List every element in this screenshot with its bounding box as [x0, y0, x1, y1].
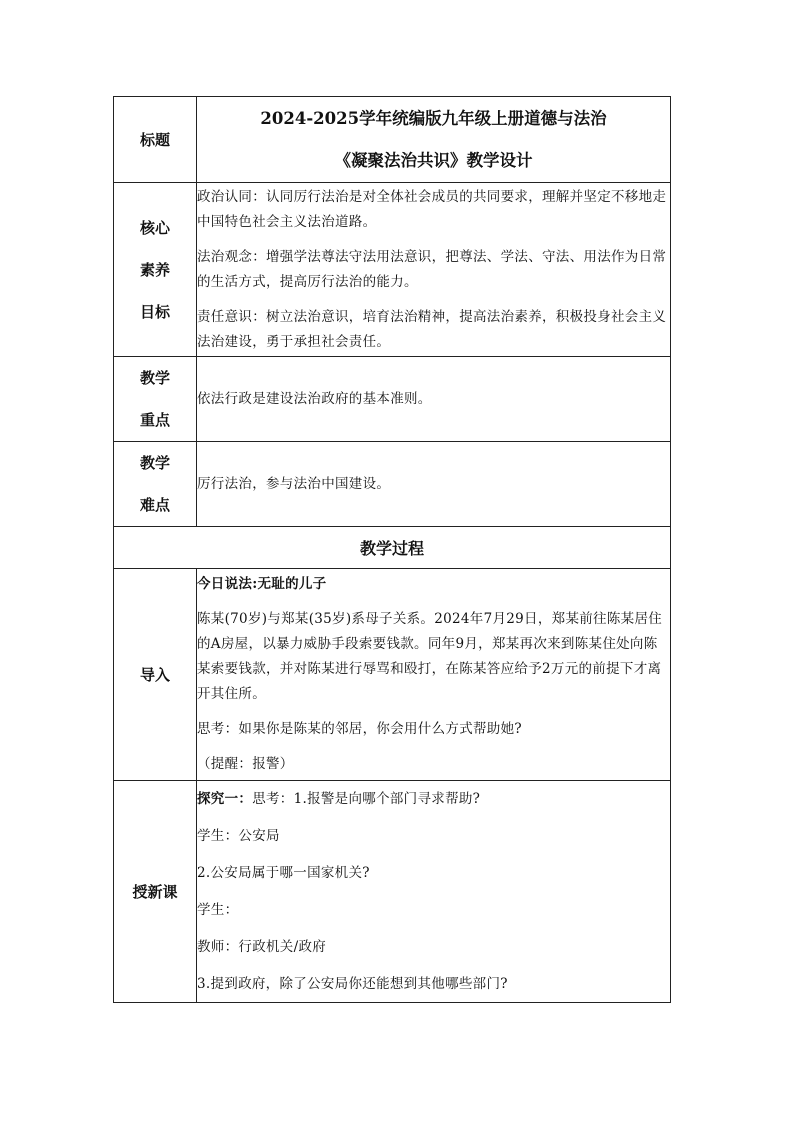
intro-story: 陈某(70岁)与郑某(35岁)系母子关系。2024年7月29日，郑某前往陈某居住的A房屋，以暴力威胁手段索要钱款。同年9月，郑某再次来到陈某住处向陈某索要钱款，并对陈某进行辱骂和殴打，在陈某答应给予2万元的前提下才离开其住所。	[197, 611, 663, 702]
lesson-line: 学生：公安局	[197, 827, 280, 844]
explore-text: 思考：1.报警是向哪个部门寻求帮助?	[252, 790, 481, 807]
process-header: 教学过程	[114, 527, 671, 569]
difficulty-row	[114, 442, 671, 527]
goals-label-line: 目标	[139, 302, 170, 321]
intro-question: 思考：如果你是陈某的邻居，你会用什么方式帮助她?	[197, 721, 522, 737]
lesson-plan-table	[113, 96, 671, 1003]
key-label	[114, 357, 197, 442]
lesson-line: 2.公安局属于哪一国家机关?	[197, 864, 370, 881]
new-lesson-label: 授新课	[114, 781, 197, 1003]
title-cell	[197, 97, 671, 183]
title-line-1: 2024-2025学年统编版九年级上册道德与法治	[260, 108, 607, 128]
process-header-row	[114, 527, 671, 569]
difficulty-label-line: 难点	[139, 496, 170, 514]
difficulty-content: 厉行法治，参与法治中国建设。	[197, 442, 671, 527]
goal-paragraph: 法治观念：增强学法尊法守法用法意识，把尊法、学法、守法、用法作为日常的生活方式，提高厉行法治的能力。	[197, 248, 667, 290]
lesson-line: 教师：行政机关/政府	[197, 938, 327, 955]
new-lesson-content	[197, 781, 671, 1003]
intro-row	[114, 569, 671, 781]
title-line-2: 《凝聚法治共识》教学设计	[334, 150, 533, 170]
intro-hint: （提醒：报警）	[197, 756, 294, 772]
title-row	[114, 97, 671, 183]
goal-paragraph: 政治认同：认同厉行法治是对全体社会成员的共同要求，理解并坚定不移地走中国特色社会主义法治道路。	[197, 188, 667, 230]
lesson-line: 3.提到政府，除了公安局你还能想到其他哪些部门?	[197, 975, 508, 992]
explore-line	[197, 787, 670, 812]
key-content: 依法行政是建设法治政府的基本准则。	[197, 357, 671, 442]
explore-label: 探究一：	[197, 790, 253, 807]
goals-label-line: 核心	[139, 218, 170, 237]
key-row	[114, 357, 671, 442]
key-label-line: 重点	[139, 411, 170, 429]
goals-label-line: 素养	[139, 260, 170, 279]
key-label-line: 教学	[139, 369, 170, 387]
goals-content	[197, 183, 671, 357]
difficulty-label	[114, 442, 197, 527]
lesson-line: 学生：	[197, 901, 239, 918]
title-label: 标题	[114, 97, 197, 183]
goals-label	[114, 183, 197, 357]
goal-paragraph: 责任意识：树立法治意识，培育法治精神，提高法治素养，积极投身社会主义法治建设，勇于承担社会责任。	[197, 308, 667, 350]
intro-label: 导入	[114, 569, 197, 781]
difficulty-label-line: 教学	[139, 454, 170, 472]
goals-row	[114, 183, 671, 357]
intro-heading: 今日说法:无耻的儿子	[197, 576, 327, 592]
new-lesson-row	[114, 781, 671, 1003]
intro-content	[197, 569, 671, 781]
